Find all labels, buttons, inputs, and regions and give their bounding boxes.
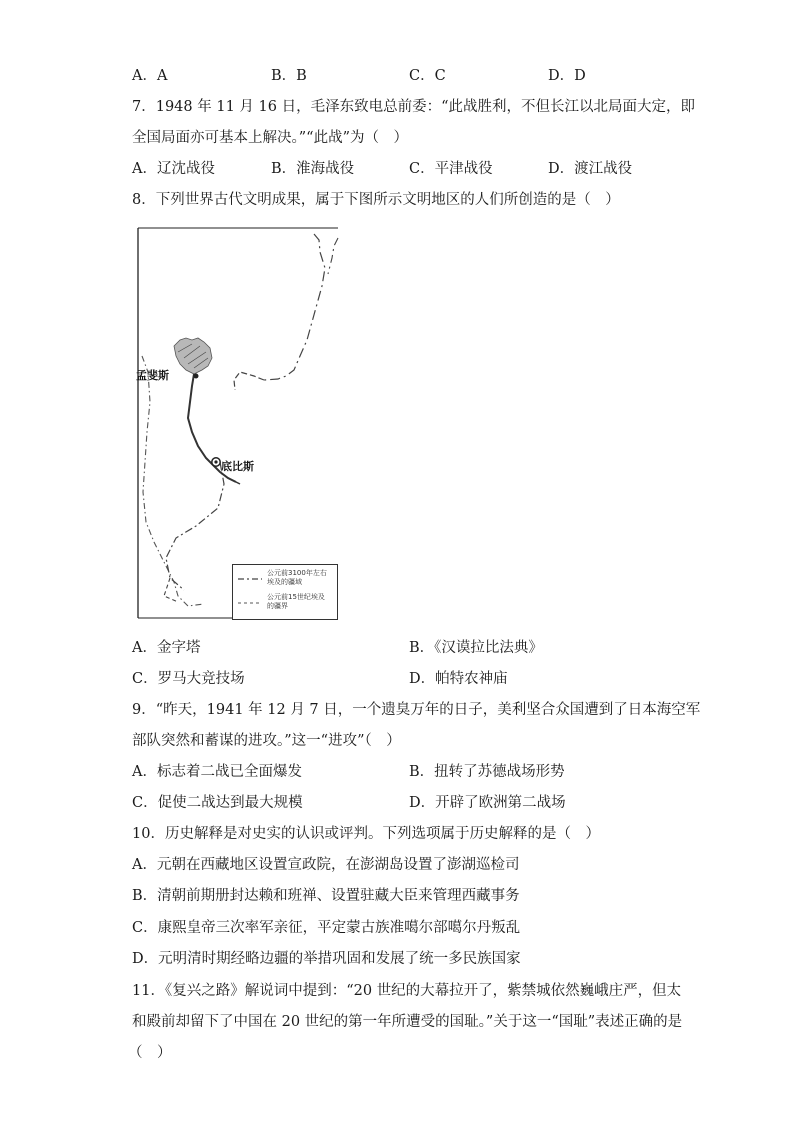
q8-option-b: B．《汉谟拉比法典》: [409, 640, 543, 656]
q7-option-c: C．平津战役: [409, 161, 493, 177]
q7-stem-line-1: 7．1948 年 11 月 16 日，毛泽东致电总前委：“此战胜利，不但长江以北局面大定，即: [132, 99, 695, 115]
q9-option-d: D．开辟了欧洲第二战场: [409, 795, 566, 811]
q7-option-a: A．辽沈战役: [132, 161, 215, 177]
q10-option-b: B．清朝前期册封达赖和班禅、设置驻藏大臣来管理西藏事务: [132, 888, 520, 904]
q9-stem-line-1: 9．“昨天，1941 年 12 月 7 日，一个遗臭万年的日子，美利坚合众国遭到了日本海空军: [132, 702, 701, 718]
q9-stem-line-2: 部队突然和蓄谋的进攻。”这一“进攻”（ ）: [132, 733, 401, 749]
map-label-thebes: 底比斯: [221, 460, 254, 473]
q8-stem: 8．下列世界古代文明成果，属于下图所示文明地区的人们所创造的是（ ）: [132, 192, 620, 208]
q7-option-b: B．淮海战役: [271, 161, 355, 177]
q11-stem-line-1: 11．《复兴之路》解说词中提到：“20 世纪的大幕拉开了，紫禁城依然巍峨庄严，但太: [132, 983, 682, 999]
q10-option-a: A．元朝在西藏地区设置宣政院，在澎湖岛设置了澎湖巡检司: [132, 857, 520, 873]
q10-option-c: C．康熙皇帝三次率军亲征，平定蒙古族准噶尔部噶尔丹叛乱: [132, 920, 521, 936]
legend-line-symbols: [235, 565, 265, 619]
q7-stem-line-2: 全国局面亦可基本上解决。”“此战”为（ ）: [132, 130, 408, 146]
q7-option-d: D．渡江战役: [548, 161, 633, 177]
q6-option-c: C．C: [409, 68, 446, 84]
legend-text-2: 公元前15世纪埃及的疆界: [267, 593, 325, 610]
q8-option-c: C．罗马大竞技场: [132, 671, 245, 687]
q11-stem-line-3: （ ）: [128, 1045, 172, 1061]
legend-text-1: 公元前3100年左右埃及的疆域: [267, 569, 327, 586]
q8-option-d: D．帕特农神庙: [409, 671, 508, 687]
map-legend: [232, 564, 338, 620]
q8-option-a: A．金字塔: [132, 640, 201, 656]
egypt-map-drawing: [136, 226, 340, 620]
egypt-map: [136, 226, 340, 620]
q10-stem: 10．历史解释是对史实的认识或评判。下列选项属于历史解释的是（ ）: [132, 826, 600, 842]
q11-stem-line-2: 和殿前却留下了中国在 20 世纪的第一年所遭受的国耻。”关于这一“国耻”表述正确的是: [132, 1014, 683, 1030]
q9-option-a: A．标志着二战已全面爆发: [132, 764, 302, 780]
q9-option-b: B．扭转了苏德战场形势: [409, 764, 565, 780]
q9-option-c: C．促使二战达到最大规模: [132, 795, 303, 811]
q10-option-d: D．元明清时期经略边疆的举措巩固和发展了统一多民族国家: [132, 951, 521, 967]
q6-option-d: D．D: [548, 68, 586, 84]
map-label-memphis: 孟斐斯: [136, 369, 169, 382]
q6-option-b: B．B: [271, 68, 307, 84]
q6-option-a: A．A: [132, 68, 168, 84]
